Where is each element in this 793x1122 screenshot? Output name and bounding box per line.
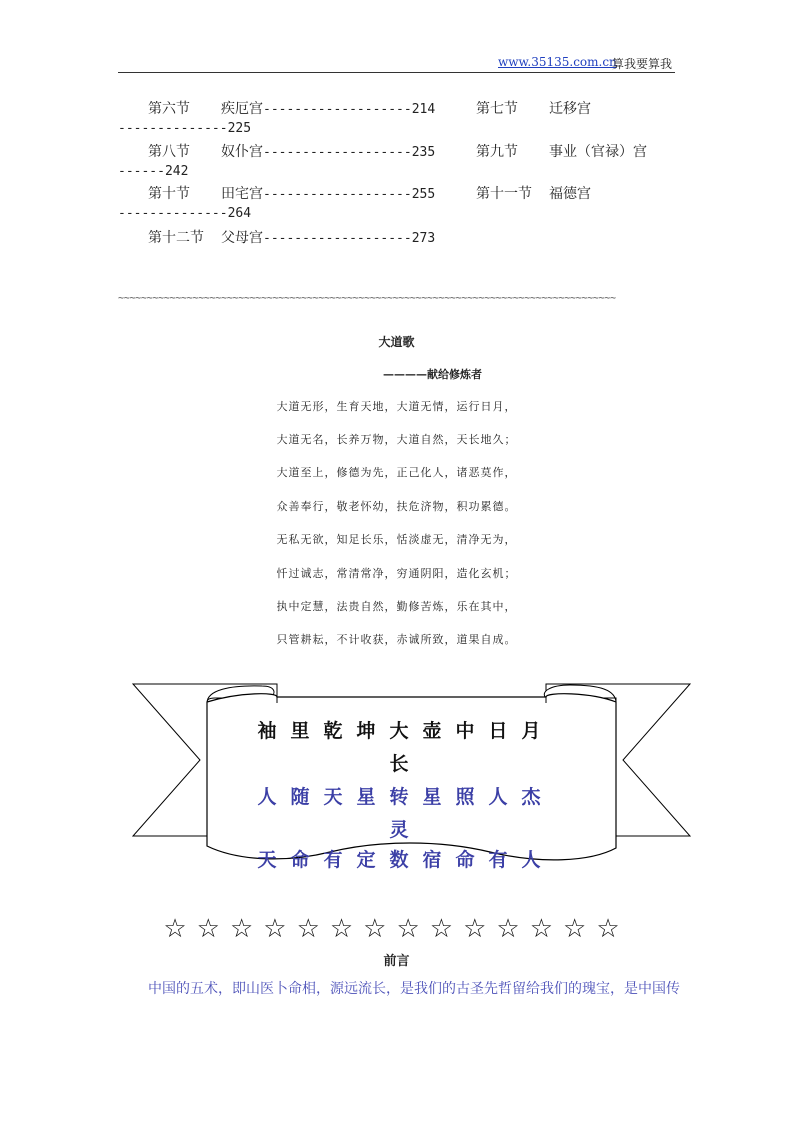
toc-palace: 事业（官禄）宫 (549, 144, 647, 160)
toc-palace: 父母宫 (221, 230, 263, 246)
toc-leader: ------------------- (263, 102, 412, 117)
preface-title: 前言 (383, 954, 410, 969)
toc-leader: ------------------- (263, 145, 412, 160)
toc-leader: -------------- (118, 121, 228, 136)
toc-palace: 迁移宫 (549, 101, 591, 117)
toc-palace: 田宅宫 (221, 186, 263, 202)
toc-page: 235 (411, 145, 436, 160)
site-link[interactable]: www.35135.com.cn (498, 55, 617, 69)
toc-page: 242 (164, 164, 189, 179)
toc-page: 264 (227, 206, 252, 221)
poem-line: 大道无形，生育天地，大道无情，运行日月， (276, 400, 517, 413)
toc-leader: -------------- (118, 206, 228, 221)
banner-line-partial: 天命有定数宿命有人 (257, 849, 555, 871)
toc-section: 第七节 (476, 101, 518, 117)
toc-page: 273 (411, 231, 436, 246)
banner-line: 灵 (389, 819, 423, 841)
toc-page: 255 (411, 187, 436, 202)
toc-section: 第十节 (148, 186, 190, 202)
toc-section: 第十二节 (148, 230, 204, 246)
star-row: ☆☆☆☆☆☆☆☆☆☆☆☆☆☆ (163, 914, 630, 944)
toc-palace: 福德宫 (549, 186, 591, 202)
toc-section: 第八节 (148, 144, 190, 160)
banner-clip (226, 845, 586, 871)
preface-text: 中国的五术，即山医卜命相，源远流长，是我们的古圣先哲留给我们的瑰宝，是中国传 (148, 981, 680, 997)
banner-line: 袖里乾坤大壶中日月 (257, 720, 555, 742)
song-title: 大道歌 (378, 335, 415, 349)
toc-leader: ------------------- (263, 231, 412, 246)
wave-divider: ~~~~~~~~~~~~~~~~~~~~~~~~~~~~~~~~~~~~~~~~~~~~~~~~~~~~~~~~~~~~~~~~~~~~~~~~~~~~~~~~~~~~~~~ (118, 293, 616, 304)
poem-line: 忏过诚志，常清常净，穷通阴阳，造化玄机； (276, 567, 517, 580)
song-dedication: ————献给修炼者 (383, 368, 482, 381)
toc-page: 214 (411, 102, 436, 117)
toc-section: 第六节 (148, 101, 190, 117)
toc-section: 第九节 (476, 144, 518, 160)
poem-line: 只管耕耘，不计收获，赤诚所致，道果自成。 (276, 633, 517, 646)
toc-palace: 疾厄宫 (221, 101, 263, 117)
toc-page: 225 (227, 121, 252, 136)
poem-line: 大道至上，修德为先，正己化人，诸恶莫作， (276, 466, 517, 479)
banner-line: 人随天星转星照人杰 (257, 786, 555, 808)
banner-line: 长 (389, 753, 423, 775)
toc-leader: ------------------- (263, 187, 412, 202)
poem-line: 执中定慧，法贵自然，勤修苦炼，乐在其中， (276, 600, 517, 613)
poem-line: 众善奉行，敬老怀幼，扶危济物，积功累德。 (276, 500, 517, 513)
toc-palace: 奴仆宫 (221, 144, 263, 160)
poem-line: 无私无欲，知足长乐，恬淡虚无，清净无为， (276, 533, 517, 546)
header-slogan: 算我要算我 (612, 57, 673, 71)
poem-line: 大道无名，长养万物，大道自然，天长地久； (276, 433, 517, 446)
toc-leader: ------ (118, 164, 165, 179)
toc-section: 第十一节 (476, 186, 532, 202)
